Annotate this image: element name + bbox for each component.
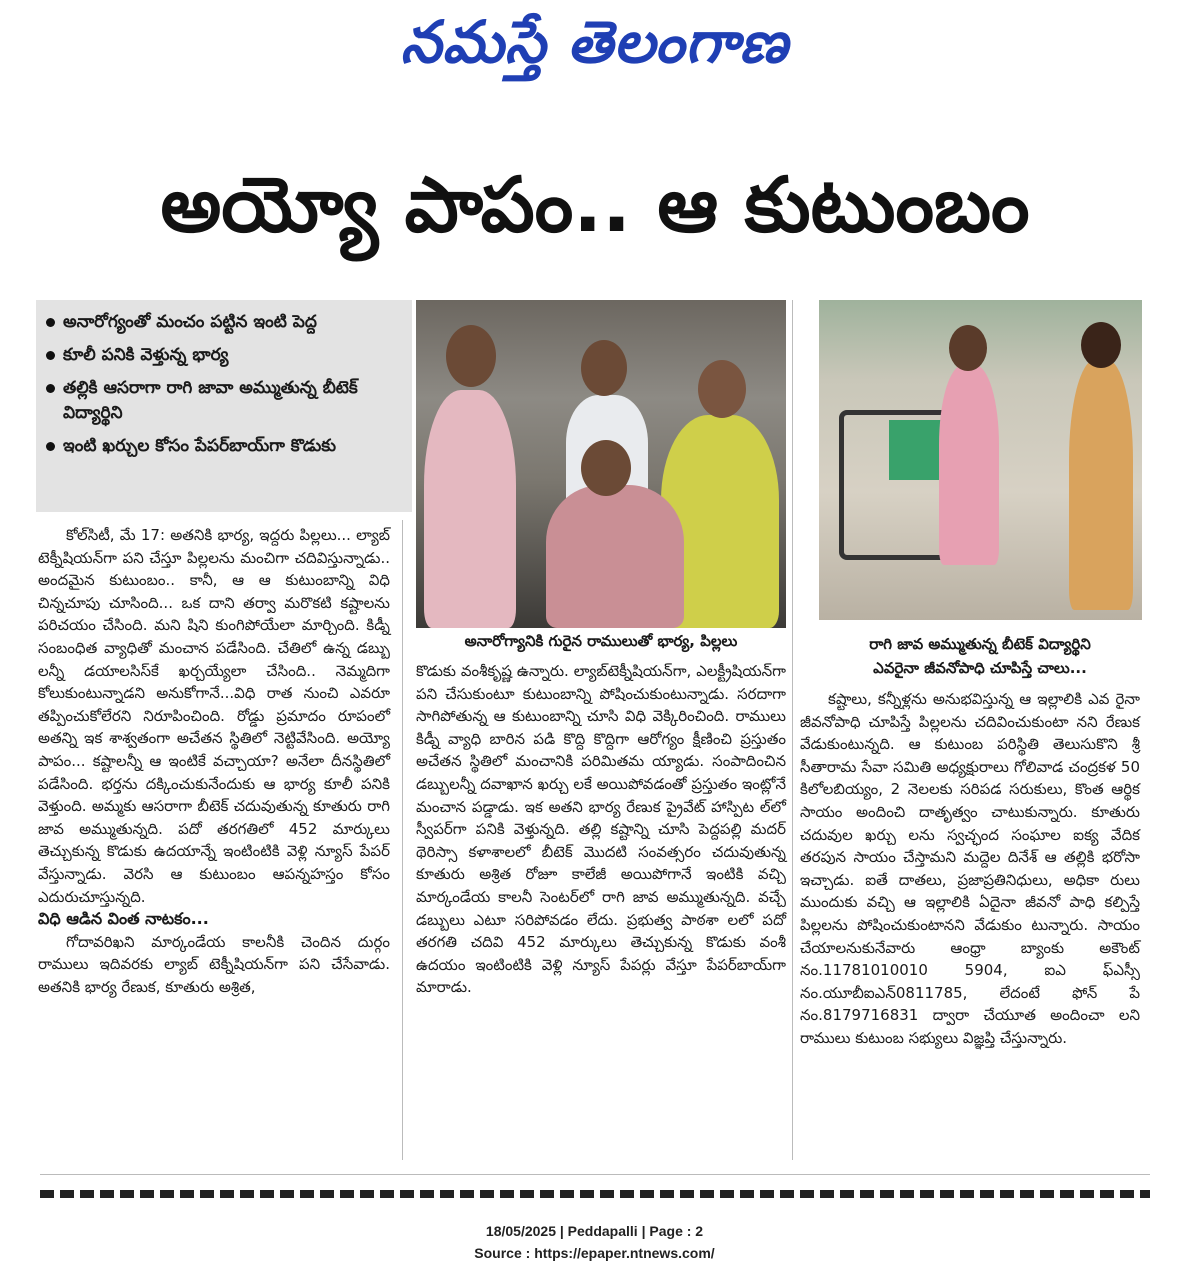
masthead (0, 8, 1189, 91)
family-photo (416, 300, 786, 628)
bullet-icon (46, 318, 55, 327)
article-column-3 (800, 688, 1140, 1050)
bullet-icon (46, 442, 55, 451)
highlight-item: అనారోగ్యంతో మంచం పట్టిన ఇంటి పెద్ద (44, 310, 404, 335)
headline-text: అయ్యో పాపం.. ఆ కుటుంబం (160, 160, 1030, 249)
bullet-icon (46, 351, 55, 360)
next-article-cutoff (40, 1186, 1150, 1200)
column-rule (402, 520, 403, 1160)
article-paragraph: కష్టాలు, కన్నీళ్లను అనుభవిస్తున్న ఆ ఇల్లాలికి ఎవ రైనా జీవనోపాధి చూపిస్తే పిల్లలను చదివించుకుంటా నని రేణుక వేడుకుంటున్నది. ఆ కుటుంబ పరిస్థితి తెలుసుకొని శ్రీ సీతారామ సేవా సమితి అధ్యక్షురాలు గోలివాడ చంద్రకళ 50 కిలోలబియ్యం, 2 నెలలకు సరిపడ సరుకులు, కొంత ఆర్థిక సాయం అందించి దాతృత్వం చాటుకున్నారు. కూతురు చదువుల ఖర్చు లను స్వచ్ఛంద సంఘాల ఐక్య వేదిక తరపున సాయం చేస్తామని మద్దెల దినేశ్ ఆ తల్లికి భరోసా ఇచ్చాడు. ఐతే దాతలు, ప్రజాప్రతినిధులు, అధికా రులు ముందుకు వచ్చి ఆ ఇల్లాలికి ఏదైనా జీవనో పాధి కల్పిస్తే పిల్లలను పోషించుకుంటానని వేడుకుం టున్నారు. సాయం చేయాలనుకునేవారు ఆంధ్రా బ్యాంకు అకౌంట్ నం.11781010010 5904, ఐఎ ఫ్ఎస్సీ నం.యూబీఐఎన్0811785, లేదంటే ఫోన్ పే నం.8179716831 ద్వారా చేయూత అందించా లని రాములు కుటుంబ సభ్యులు విజ్ఞప్తి చేస్తున్నారు. (800, 690, 1140, 1047)
masthead-title: నమస్తే తెలంగాణ (400, 8, 789, 76)
article-paragraph: కొడుకు వంశీకృష్ణ ఉన్నారు. ల్యాబ్‌టెక్నీషియన్‌గా, ఎలక్ట్రీషియన్‌గా పని చేసుకుంటూ కుటుంబాన్ని పోషించుకుంటున్నాడు. సరదాగా సాగిపోతున్న ఆ కుటుంబాన్ని చూసి విధి వెక్కిరించింది. రాములు కిడ్నీ వ్యాధి బారిన పడి కొద్ది కొద్దిగా ఆరోగ్యం క్షీణించి ప్రస్తుతం అచేతన స్థితిలో మంచానికి పరిమితమ య్యాడు. సంపాదించిన డబ్బులన్నీ దవాఖాన ఖర్చు లకే అయిపోవడంతో ప్రస్తుతం ఇంట్లోనే మంచాన పడ్డాడు. ఇక అతని భార్య రేణుక ప్రైవేట్ హాస్పిట ల్‌లో స్వీపర్‌గా పనికి వెళ్తున్నది. తల్లి కష్టాన్ని చూసి పెద్దపల్లి మదర్ థెరిస్సా కళాశాలలో బీటెక్ మొదటి సంవత్సరం చదువుతున్న కూతురు అశ్రిత రోజూ కాలేజీ అయిపోగానే ఇంటికి వచ్చి మార్కండేయ కాలనీ సెంటర్‌లో రాగి జావ అమ్ముతున్నది. వచ్చే డబ్బులు ఎటూ సరిపోవడం లేదు. ప్రభుత్వ పాఠశా లలో పదో తరగతి చదివి 452 మార్కులు తెచ్చుకున్న కొడుకు వంశీ ఉదయం ఇంటింటికి వెళ్లి న్యూస్ పేపర్లు వేస్తూ పేపర్‌బాయ్‌గా మారాడు. (416, 662, 786, 997)
col3-subhead: ఎవరైనా జీవనోపాధి చూపిస్తే చాలు... (873, 659, 1087, 677)
highlight-item: ఇంటి ఖర్చుల కోసం పేపర్‌బాయ్‌గా కొడుకు (44, 434, 404, 459)
article-column-2 (416, 660, 786, 999)
photo1-caption: అనారోగ్యానికి గురైన రాములుతో భార్య, పిల్లలు (464, 632, 738, 650)
page-footer (0, 1220, 1189, 1264)
article-paragraph: గోదావరిఖని మార్కండేయ కాలనీకి చెందిన దుర్గం రాములు ఇదివరకు ల్యాబ్ టెక్నీషియన్‌గా పని చేసేవాడు. అతనికి భార్య రేణుక, కూతురు అశ్రిత, (38, 932, 390, 996)
headline (40, 160, 1150, 268)
bullet-icon (46, 384, 55, 393)
ragi-stall-photo (819, 300, 1142, 620)
article-column-1 (38, 524, 390, 998)
photo2-caption-text: రాగి జావ అమ్ముతున్న బీటెక్ విద్యార్థిని (869, 635, 1091, 653)
bottom-rule (40, 1174, 1150, 1175)
photo2-caption (800, 632, 1160, 680)
column-rule (792, 300, 793, 1160)
footer-source: Source : https://epaper.ntnews.com/ (474, 1245, 715, 1261)
highlight-item: తల్లికి ఆసరాగా రాగి జావా అమ్ముతున్న బీటెక్ విద్యార్థిని (44, 376, 404, 426)
footer-date-edition: 18/05/2025 | Peddapalli | Page : 2 (485, 1223, 704, 1239)
highlight-item: కూలీ పనికి వెళ్తున్న భార్య (44, 343, 404, 368)
section-subhead: విధి ఆడిన వింత నాటకం... (38, 909, 209, 929)
highlights-box (36, 300, 412, 512)
article-paragraph: కోల్‌సిటీ, మే 17: అతనికి భార్య, ఇద్దరు పిల్లలు... ల్యాబ్ టెక్నీషియన్‌గా పని చేస్తూ పిల్లలను మంచిగా చదివిస్తున్నాడు.. అందమైన కుటుంబం.. కానీ, ఆ ఆ కుటుంబాన్ని విధి చిన్నచూపు చూసింది... ఒక దాని తర్వా మరొకటి కష్టాలను పరిచయం చేసింది. మని షిని కుంగిపోయేలా మార్చింది. కిడ్నీ సంబంధిత వ్యాధితో మంచాన పడేసింది. చేతిలో ఉన్న డబ్బు లన్నీ డయాలసిస్‌కే ఖర్చయ్యేలా చేసింది.. నెమ్మదిగా కోలుకుంటున్నాడని అనుకోగానే...విధి రాత నుంచి ఎవరూ తప్పించుకోలేరని నిరూపించింది. రోడ్డు ప్రమాదం రూపంలో అతన్ని ఇక శాశ్వతంగా అచేతన స్థితిలో నెట్టివేసింది. అయ్యో పాపం... కష్టాలన్నీ ఆ ఇంటికే వచ్చాయా? అనేలా దీనస్థితిలో పడేసింది. భర్తను దక్కించుకునేందుకు ఆ భార్య కూలీ పనికి వెళ్తుంది. అమ్మకు ఆసరాగా బీటెక్ చదువుతున్న కూతురు రాగి జావ అమ్ముతున్నది. పదో తరగతిలో 452 మార్కులు తెచ్చుకున్న కొడుకు ఉదయాన్నే ఇంటింటికి వెళ్లి న్యూస్ పేపర్ వేస్తున్నాడు. వెరసి ఆ కుటుంబం ఆపన్నహస్తం కోసం ఎదురుచూస్తున్నది. (38, 526, 390, 906)
